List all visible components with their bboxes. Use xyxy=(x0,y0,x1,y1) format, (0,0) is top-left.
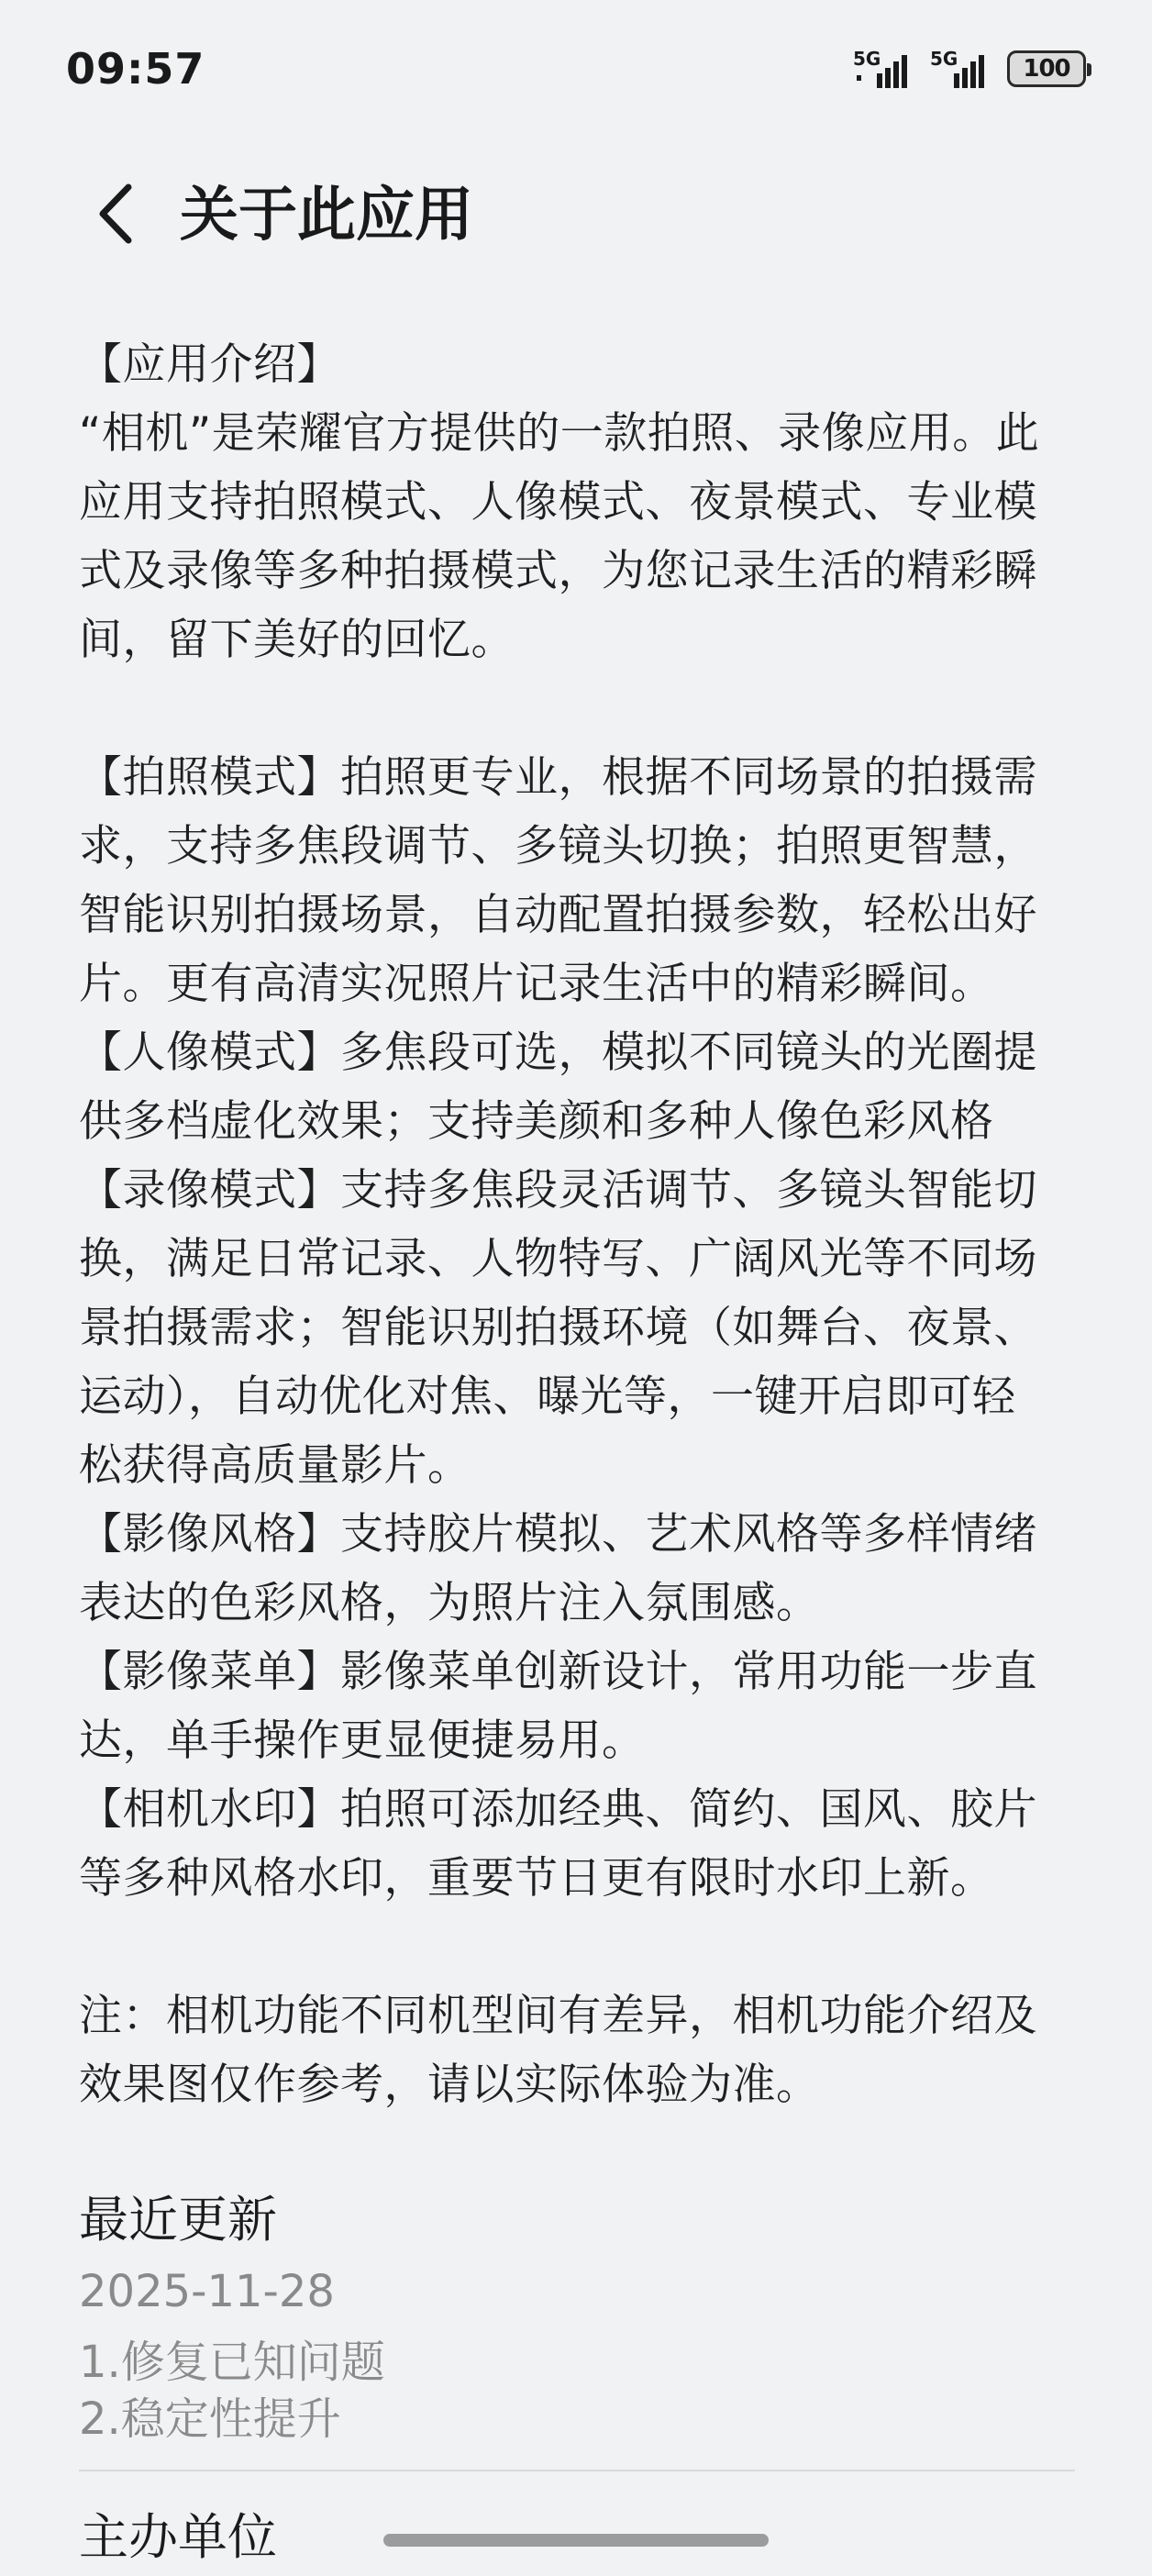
battery-icon xyxy=(1007,50,1086,87)
text-line: 松获得高质量影片。 xyxy=(79,1440,471,1491)
network-type-label: 5G xyxy=(930,48,958,70)
text-line: 间，留下美好的回忆。 xyxy=(79,615,515,665)
home-indicator[interactable] xyxy=(383,2534,769,2547)
text-line: 效果图仅作参考，请以实际体验为准。 xyxy=(79,2060,820,2110)
text-line: 【人像模式】多焦段可选，模拟不同镜头的光圈提 xyxy=(79,1027,1037,1078)
text-line: 求，支持多焦段调节、多镜头切换；拍照更智慧， xyxy=(79,821,1037,872)
features-paragraph xyxy=(79,743,1075,1913)
intro-paragraph xyxy=(79,330,1075,674)
text-line: 智能识别拍摄场景，自动配置拍摄参数，轻松出好 xyxy=(79,890,1037,940)
text-line: 换，满足日常记录、人物特写、广阔风光等不同场 xyxy=(79,1234,1037,1284)
back-button[interactable] xyxy=(83,182,147,246)
text-line: 运动），自动优化对焦、曝光等，一键开启即可轻 xyxy=(79,1371,1016,1422)
app-header xyxy=(0,174,1152,257)
recent-update-section xyxy=(79,2183,1075,2448)
battery-level: 100 xyxy=(1023,55,1070,83)
text-line: 表达的色彩风格，为照片注入氛围感。 xyxy=(79,1578,820,1628)
status-bar xyxy=(0,0,1152,138)
update-date: 2025-11-28 xyxy=(79,2266,335,2317)
update-item: 1.修复已知问题 xyxy=(79,2337,385,2388)
status-time: 09:57 xyxy=(66,44,205,94)
text-line: 【影像菜单】影像菜单创新设计，常用功能一步直 xyxy=(79,1647,1037,1697)
app-description xyxy=(79,330,1075,2448)
text-line: 【应用介绍】 xyxy=(79,339,340,390)
cellular-signal-icon xyxy=(930,48,991,90)
cellular-signal-icon xyxy=(853,48,914,90)
chevron-left-icon xyxy=(94,182,136,246)
text-line: 注：相机功能不同机型间有差异，相机功能介绍及 xyxy=(79,1991,1037,2041)
note-paragraph xyxy=(79,1982,1075,2119)
text-line: 达，单手操作更显便捷易用。 xyxy=(79,1715,646,1766)
text-line: 供多档虚化效果；支持美颜和多种人像色彩风格 xyxy=(79,1096,994,1147)
network-type-label: 5G xyxy=(853,48,881,70)
page-title: 关于此应用 xyxy=(180,182,473,250)
text-line: 等多种风格水印，重要节日更有限时水印上新。 xyxy=(79,1853,994,1904)
text-line: 式及录像等多种拍摄模式，为您记录生活的精彩瞬 xyxy=(79,546,1037,596)
text-line: “相机”是荣耀官方提供的一款拍照、录像应用。此 xyxy=(79,408,1040,459)
recent-update-title: 最近更新 xyxy=(79,2191,277,2248)
update-item: 2.稳定性提升 xyxy=(79,2393,341,2445)
divider xyxy=(79,2470,1075,2471)
text-line: 【录像模式】支持多焦段灵活调节、多镜头智能切 xyxy=(79,1165,1037,1216)
text-line: 景拍摄需求；智能识别拍摄环境（如舞台、夜景、 xyxy=(79,1303,1037,1353)
text-line: 【拍照模式】拍照更专业，根据不同场景的拍摄需 xyxy=(79,752,1037,803)
status-icons xyxy=(853,46,1086,92)
text-line: 【相机水印】拍照可添加经典、简约、国风、胶片 xyxy=(79,1784,1037,1835)
text-line: 【影像风格】支持胶片模拟、艺术风格等多样情绪 xyxy=(79,1509,1037,1560)
text-line: 应用支持拍照模式、人像模式、夜景模式、专业模 xyxy=(79,477,1037,527)
organizer-title: 主办单位 xyxy=(79,2508,277,2566)
text-line: 片。更有高清实况照片记录生活中的精彩瞬间。 xyxy=(79,959,994,1009)
